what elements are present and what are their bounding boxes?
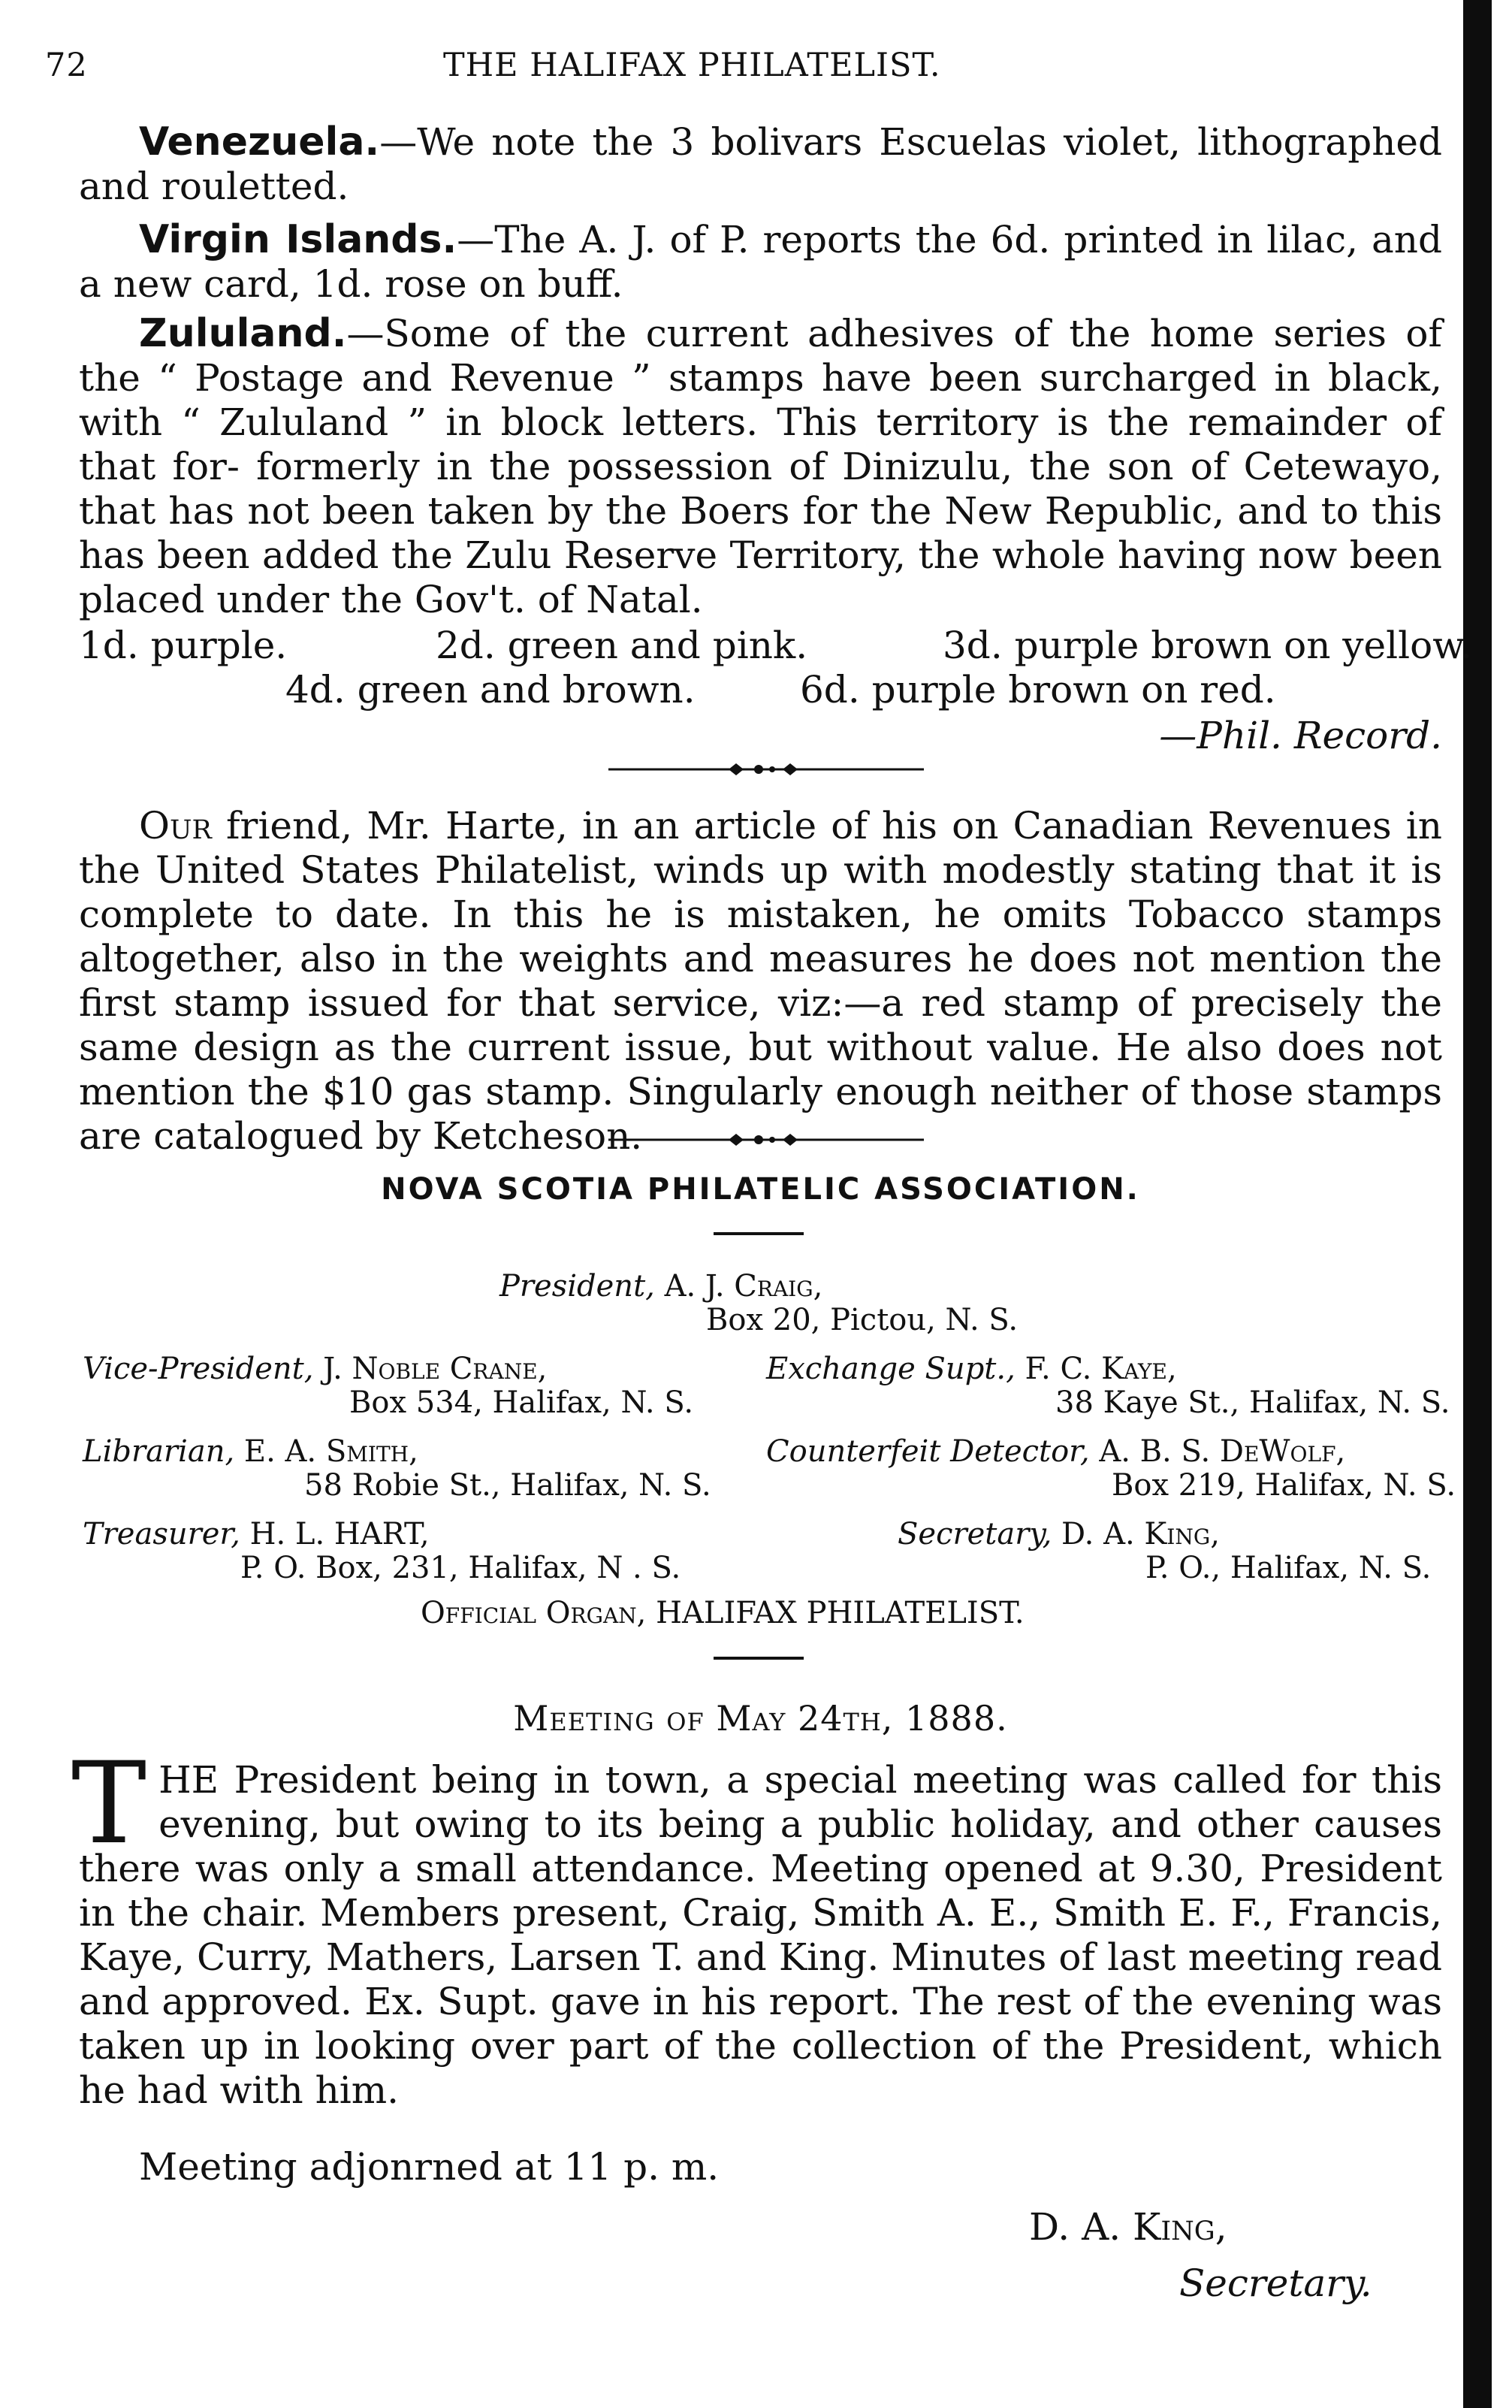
officer-secretary [898, 1518, 1220, 1551]
venezuela-paragraph [79, 120, 1442, 209]
officer-treasurer [83, 1518, 430, 1551]
vice-president-address: Box 534, Halifax, N. S. [349, 1385, 694, 1420]
role-label: President, [499, 1269, 655, 1304]
officer-name: A. B. S. DeWolf, [1099, 1434, 1346, 1469]
page-number: 72 [45, 47, 88, 84]
role-label: Treasurer, [83, 1517, 240, 1551]
zululand-heading: Zululand. [139, 311, 347, 356]
signature-name: D. A. King, [1029, 2205, 1227, 2249]
officer-name: D. A. King, [1061, 1517, 1220, 1551]
officer-name: E. A. Smith, [243, 1434, 418, 1469]
adjourned-text: Meeting adjonrned at 11 p. m. [139, 2145, 720, 2189]
exchange-supt-address: 38 Kaye St., Halifax, N. S. [1055, 1385, 1450, 1420]
officer-counterfeit-detector [766, 1435, 1345, 1468]
role-label: Counterfeit Detector, [766, 1434, 1090, 1469]
meeting-paragraph [71, 1739, 1442, 2113]
president-address: Box 20, Pictou, N. S. [706, 1303, 1019, 1337]
stamp-item: 1d. purple. [79, 624, 288, 667]
virgin-islands-heading: Virgin Islands. [139, 217, 457, 262]
zululand-paragraph [79, 312, 1442, 622]
officer-name: F. C. Kaye, [1025, 1352, 1177, 1386]
officer-name: H. L. HART, [249, 1517, 430, 1551]
meeting-text: HE President being in town, a special meeting was called for this evening, but owing to its being a public holiday, and other causes there was only a small attendance. Meeting opened at 9.30, President in the chair. Members present, Craig, Smith A. E., Smith E. F., Francis, Kaye, Curry, Mathers, Larsen T. and King. Minutes of last meeting read and approved. Ex. Supt. gave in his report. The rest of the evening was taken up in looking over part of the collection of the President, which he had with him. [79, 1758, 1442, 2112]
ornament-divider [608, 1131, 924, 1149]
official-organ-name: HALIFAX PHILATELIST. [656, 1596, 1025, 1630]
stamp-item: 3d. purple brown on yellow. [943, 624, 1472, 667]
harte-lead: Our [139, 804, 212, 847]
short-rule [714, 1232, 804, 1235]
drop-cap: T [71, 1739, 147, 1869]
virgin-islands-text: —The A. J. of P. reports the 6d. printed in lilac, and a new card, 1d. rose on buff. [79, 218, 1442, 306]
counterfeit-detector-address: Box 219, Halifax, N. S. [1112, 1468, 1456, 1503]
zululand-text: —Some of the current adhesives of the home series of the “ Postage and Revenue ” stamps have been surcharged in black, with “ Zululand ” in block letters. This territory is the remainder of that for- formerly in the possession of Dinizulu, the son of Cetewayo, that has not been taken by the Boers for the New Republic, and to this has been added the Zulu Reserve Territory, the whole having now been placed under the Gov't. of Natal. [79, 312, 1442, 621]
running-header [45, 47, 1442, 92]
zululand-stamp-list [79, 624, 1472, 712]
official-organ-line [421, 1597, 1025, 1630]
role-label: Secretary, [898, 1517, 1052, 1551]
stamp-item: 2d. green and pink. [436, 624, 808, 667]
role-label: Vice-President, [83, 1352, 314, 1386]
secretary-address: P. O., Halifax, N. S. [1145, 1551, 1432, 1585]
role-label: Librarian, [83, 1434, 235, 1469]
short-rule [714, 1657, 804, 1660]
venezuela-heading: Venezuela. [139, 119, 380, 165]
officer-exchange-supt [766, 1352, 1177, 1385]
adjourned-line [79, 2145, 1442, 2189]
virgin-islands-paragraph [79, 218, 1442, 307]
stamp-item: 4d. green and brown. [285, 668, 696, 712]
attribution: —Phil. Record. [1159, 714, 1442, 757]
librarian-address: 58 Robie St., Halifax, N. S. [304, 1468, 711, 1503]
association-title: NOVA SCOTIA PHILATELIC ASSOCIATION. [381, 1172, 1140, 1207]
treasurer-address: P. O. Box, 231, Halifax, N . S. [240, 1551, 681, 1585]
officer-name: A. J. Craig, [664, 1269, 823, 1304]
officer-name: J. Noble Crane, [323, 1352, 548, 1386]
signature-title: Secretary. [1179, 2261, 1372, 2305]
venezuela-text: —We note the 3 bolivars Escuelas violet, lithographed and rouletted. [79, 120, 1442, 208]
officer-vice-president [83, 1352, 547, 1385]
meeting-heading: Meeting of May 24th, 1888. [513, 1698, 1008, 1739]
officer-librarian [83, 1435, 418, 1468]
officer-president [499, 1270, 822, 1303]
official-organ-label: Official Organ, [421, 1596, 647, 1630]
stamp-item: 6d. purple brown on red. [800, 668, 1276, 712]
role-label: Exchange Supt., [766, 1352, 1016, 1386]
journal-title: THE HALIFAX PHILATELIST. [443, 47, 941, 84]
ornament-divider [608, 760, 924, 778]
harte-paragraph [79, 804, 1442, 1159]
harte-text: friend, Mr. Harte, in an article of his on Canadian Revenues in the United States Philatelist, winds up with modestly stating that it is complete to date. In this he is mistaken, he omits Tobacco stamps altogether, also in the weights and measures he does not mention the first stamp issued for that service, viz:—a red stamp of precisely the same design as the current issue, but without value. He also does not mention the $10 gas stamp. Singularly enough neither of those stamps are catalogued by Ketcheson. [79, 804, 1442, 1158]
scan-edge-bar [1463, 0, 1492, 2408]
